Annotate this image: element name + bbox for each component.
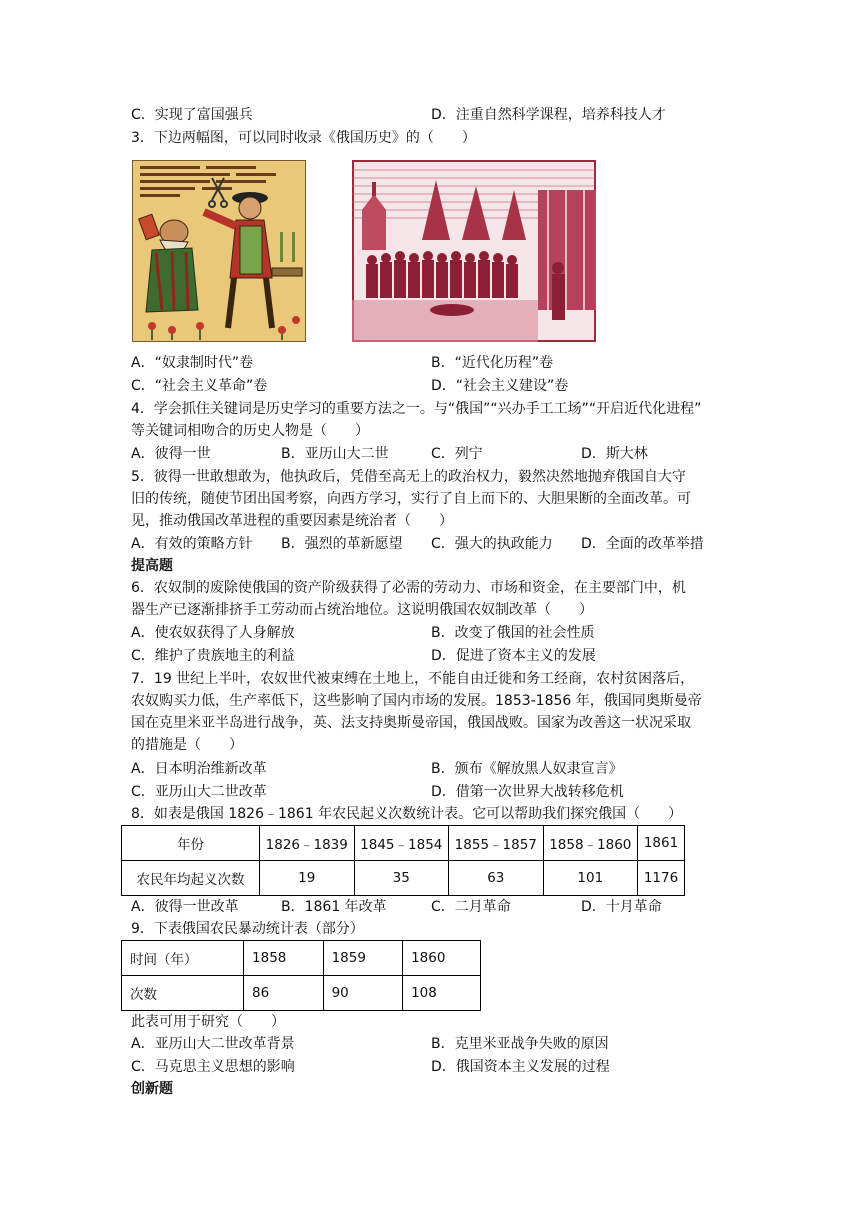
- q7-stem-line3: 国在克里米亚半岛进行战争，英、法支持奥斯曼帝国，俄国战败。国家为改善这一状况采取: [131, 715, 691, 731]
- q6-option-a: A．使农奴获得了人身解放: [131, 625, 295, 641]
- q6-stem-line2: 器生产已逐渐排挤手工劳动而占统治地位。这说明俄国农奴制改革（ ）: [131, 602, 593, 618]
- q8-option-c: C．二月革命: [431, 899, 511, 915]
- q4-option-a: A．彼得一世: [131, 446, 211, 462]
- section-heading-improve: 提高题: [131, 558, 173, 574]
- q7-option-c: C．亚历山大二世改革: [131, 784, 267, 800]
- table-row: [122, 861, 685, 896]
- q6-option-c: C．维护了贵族地主的利益: [131, 648, 295, 664]
- q9-stem: 9．下表俄国农民暴动统计表（部分）: [131, 921, 364, 937]
- q6-option-b: B．改变了俄国的社会性质: [431, 625, 595, 641]
- q4-option-d: D．斯大林: [581, 446, 648, 462]
- table-cell: 次数: [122, 976, 244, 1011]
- q2-option-c: C．实现了富国强兵: [131, 107, 253, 123]
- table-header-row: [122, 826, 685, 861]
- woodcut-beard-cutting-picture: [132, 160, 306, 342]
- q7-stem-line2: 农奴购买力低，生产率低下，这些影响了国内市场的发展。1853-1856 年，俄国同奥斯曼帝: [131, 693, 702, 709]
- table-cell: 1826﹣1839: [260, 826, 355, 861]
- table-cell: 1858: [244, 941, 324, 976]
- q3-option-c: C．“社会主义革命”卷: [131, 378, 268, 394]
- q9-option-d: D．俄国资本主义发展的过程: [431, 1059, 610, 1075]
- q9-option-c: C．马克思主义思想的影响: [131, 1059, 295, 1075]
- q9-option-a: A．亚历山大二世改革背景: [131, 1036, 295, 1052]
- table-cell: 101: [543, 861, 638, 896]
- q3-option-b: B．“近代化历程”卷: [431, 355, 554, 371]
- q5-stem-line2: 旧的传统，随使节团出国考察，向西方学习，实行了自上而下的、大胆果断的全面改革。可: [131, 491, 691, 507]
- section-heading-innovate: 创新题: [131, 1081, 173, 1097]
- table-cell: 19: [260, 861, 355, 896]
- q8-stem: 8．如表是俄国 1826﹣1861 年农民起义次数统计表。它可以帮助我们探究俄国（ ）: [131, 806, 683, 822]
- q3-option-d: D．“社会主义建设”卷: [431, 378, 569, 394]
- q7-option-b: B．颁布《解放黑人奴隶宣言》: [431, 761, 623, 777]
- table-cell: 90: [323, 976, 403, 1011]
- table-header-row: [122, 941, 481, 976]
- table-cell: 1858﹣1860: [543, 826, 638, 861]
- table-cell: 1855﹣1857: [449, 826, 544, 861]
- q4-stem-line1: 4．学会抓住关键词是历史学习的重要方法之一。与“俄国”“兴办手工工场”“开启近代化进程”: [131, 401, 702, 417]
- q6-option-d: D．促进了资本主义的发展: [431, 648, 596, 664]
- table-cell: 108: [403, 976, 481, 1011]
- q2-option-d: D．注重自然科学课程，培养科技人才: [431, 107, 666, 123]
- engraving-crowd-picture: [352, 160, 596, 342]
- table-cell: 35: [354, 861, 449, 896]
- q3-option-a: A．“奴隶制时代”卷: [131, 355, 254, 371]
- table-cell: 1176: [638, 861, 685, 896]
- q4-option-c: C．列宁: [431, 446, 483, 462]
- table-cell: 86: [244, 976, 324, 1011]
- q9-option-b: B．克里米亚战争失败的原因: [431, 1036, 609, 1052]
- table-row: [122, 976, 481, 1011]
- q3-stem: 3．下边两幅图，可以同时收录《俄国历史》的（ ）: [131, 130, 476, 146]
- q6-stem-line1: 6．农奴制的废除使俄国的资产阶级获得了必需的劳动力、市场和资金，在主要部门中，机: [131, 580, 686, 596]
- table-cell: 1860: [403, 941, 481, 976]
- table-cell: 农民年均起义次数: [122, 861, 260, 896]
- q5-stem-line1: 5．彼得一世敢想敢为，他执政后，凭借至高无上的政治权力，毅然决然地抛弃俄国自大守: [131, 469, 686, 485]
- q5-option-a: A．有效的策略方针: [131, 536, 253, 552]
- table-cell: 1861: [638, 826, 685, 861]
- q7-stem-line1: 7．19 世纪上半叶，农奴世代被束缚在土地上，不能自由迁徙和务工经商，农村贫困落后，: [131, 671, 695, 687]
- q5-stem-line3: 见，推动俄国改革进程的重要因素是统治者（ ）: [131, 513, 453, 529]
- table-cell: 年份: [122, 826, 260, 861]
- q8-option-b: B．1861 年改革: [281, 899, 387, 915]
- table-cell: 63: [449, 861, 544, 896]
- q5-option-c: C．强大的执政能力: [431, 536, 553, 552]
- q4-stem-line2: 等关键词相吻合的历史人物是（ ）: [131, 423, 369, 439]
- table-cell: 1859: [323, 941, 403, 976]
- q7-option-d: D．借第一次世界大战转移危机: [431, 784, 624, 800]
- q8-option-d: D．十月革命: [581, 899, 662, 915]
- q8-table: [121, 825, 685, 896]
- q7-option-a: A．日本明治维新改革: [131, 761, 267, 777]
- q9-stem-2: 此表可用于研究（ ）: [131, 1014, 285, 1030]
- q9-table: [121, 940, 481, 1011]
- q8-option-a: A．彼得一世改革: [131, 899, 239, 915]
- table-cell: 1845﹣1854: [354, 826, 449, 861]
- q5-option-b: B．强烈的革新愿望: [281, 536, 403, 552]
- q4-option-b: B．亚历山大二世: [281, 446, 389, 462]
- table-cell: 时间（年）: [122, 941, 244, 976]
- q7-stem-line4: 的措施是（ ）: [131, 737, 243, 753]
- q5-option-d: D．全面的改革举措: [581, 536, 704, 552]
